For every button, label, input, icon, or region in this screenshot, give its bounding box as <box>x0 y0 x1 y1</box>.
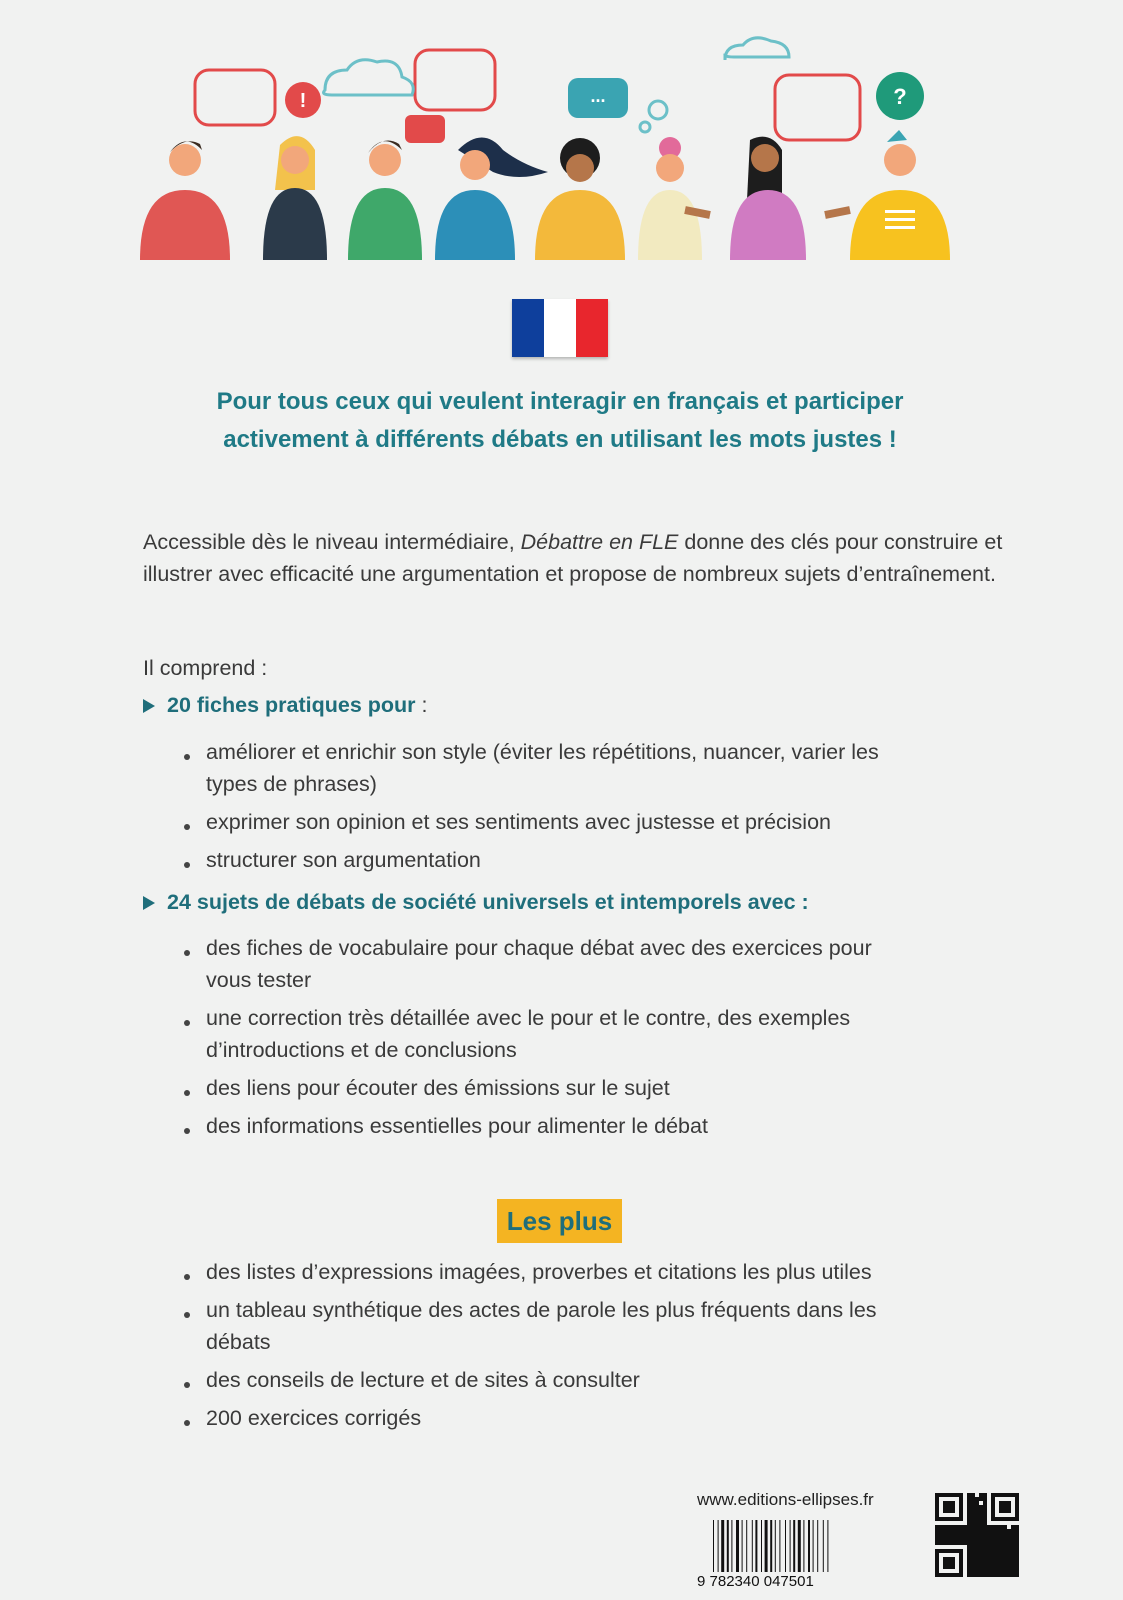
list-item: structurer son argumentation <box>180 844 880 876</box>
svg-text:!: ! <box>299 90 307 112</box>
isbn-barcode <box>695 1520 915 1590</box>
svg-text:...: ... <box>590 86 606 106</box>
intro-part-1: Accessible dès le niveau intermédiaire, <box>143 530 521 554</box>
section-fiches-label: 20 fiches pratiques pour <box>167 693 416 717</box>
fiches-list <box>180 736 880 882</box>
headline-line-2: activement à différents débats en utilisant les mots justes ! <box>223 426 897 453</box>
person-1 <box>140 141 230 260</box>
list-item: des listes d’expressions imagées, proverbes et citations les plus utiles <box>180 1256 940 1288</box>
headline-line-1: Pour tous ceux qui veulent interagir en français et participer <box>216 388 904 415</box>
people-speech-bubbles-illustration <box>130 30 990 280</box>
play-arrow-icon <box>143 699 155 713</box>
section-fiches-title <box>143 693 428 718</box>
person-3 <box>348 141 422 260</box>
intro-part-2: donne des clés pour construire et illustrer avec efficacité une argumentation et propose de nombreux sujets d’entraînement. <box>143 530 1003 586</box>
person-5 <box>535 138 625 260</box>
intro-paragraph <box>143 526 1003 590</box>
play-arrow-icon <box>143 896 155 910</box>
qr-code-icon <box>935 1493 1019 1577</box>
list-item: des conseils de lecture et de sites à consulter <box>180 1364 940 1396</box>
person-7 <box>685 137 850 260</box>
publisher-website: www.editions-ellipses.fr <box>697 1490 874 1509</box>
list-item: exprimer son opinion et ses sentiments avec justesse et précision <box>180 806 880 838</box>
person-2 <box>263 136 327 260</box>
list-item: une correction très détaillée avec le pour et le contre, des exemples d’introductions et de conclusions <box>180 1002 920 1066</box>
list-item: des liens pour écouter des émissions sur le sujet <box>180 1072 920 1104</box>
list-item: 200 exercices corrigés <box>180 1402 940 1434</box>
section-sujets-label: 24 sujets de débats de société universels et intemporels avec : <box>167 890 809 914</box>
person-4 <box>435 138 548 261</box>
sujets-list <box>180 932 920 1148</box>
les-plus-badge: Les plus <box>497 1199 622 1243</box>
section-fiches-colon: : <box>421 693 428 717</box>
list-item: des informations essentielles pour alimenter le débat <box>180 1110 920 1142</box>
section-sujets-title <box>143 890 809 915</box>
list-item: un tableau synthétique des actes de parole les plus fréquents dans les débats <box>180 1294 940 1358</box>
person-6 <box>638 137 702 260</box>
headline <box>120 383 1000 459</box>
plus-list <box>180 1256 940 1440</box>
french-flag-icon <box>512 299 608 357</box>
person-8 <box>850 130 950 260</box>
list-item: des fiches de vocabulaire pour chaque débat avec des exercices pour vous tester <box>180 932 920 996</box>
list-item: améliorer et enrichir son style (éviter les répétitions, nuancer, varier les types de phrases) <box>180 736 880 800</box>
comprend-label: Il comprend : <box>143 656 268 680</box>
isbn-digits: 9 782340 047501 <box>697 1573 814 1590</box>
svg-text:?: ? <box>893 84 907 109</box>
book-title: Débattre en FLE <box>520 530 679 554</box>
